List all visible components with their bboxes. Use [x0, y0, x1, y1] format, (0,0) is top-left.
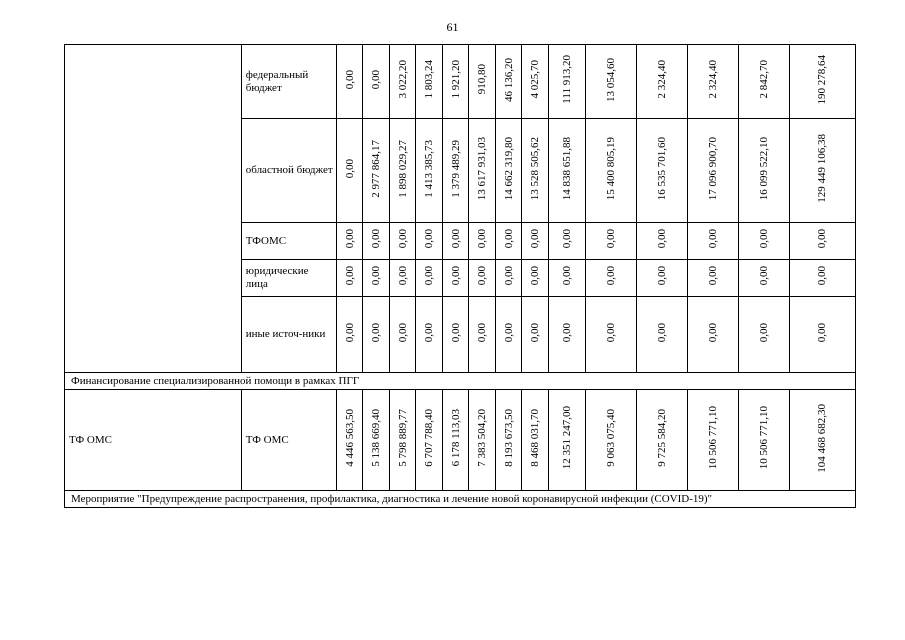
- value-cell: 3 022,20: [389, 45, 416, 119]
- value-cell: 0,00: [586, 260, 637, 297]
- value-cell: 8 468 031,70: [522, 390, 549, 491]
- value-cell: 0,00: [789, 260, 855, 297]
- value-cell: 0,00: [336, 45, 363, 119]
- value-cell: 0,00: [495, 223, 522, 260]
- value-cell: 1 379 489,29: [442, 119, 469, 223]
- value-cell: 0,00: [548, 223, 586, 260]
- value-cell: 0,00: [416, 223, 443, 260]
- funding-source-label: ТФ ОМС: [241, 390, 336, 491]
- value-cell: 0,00: [389, 260, 416, 297]
- value-cell: 5 138 669,40: [363, 390, 390, 491]
- funding-source-label: ТФОМС: [241, 223, 336, 260]
- value-cell: 2 324,40: [687, 45, 738, 119]
- funding-source-label: юридические лица: [241, 260, 336, 297]
- value-cell: 0,00: [548, 260, 586, 297]
- value-cell: 7 383 504,20: [469, 390, 496, 491]
- value-cell: 0,00: [522, 223, 549, 260]
- value-cell: 0,00: [363, 260, 390, 297]
- value-cell: 0,00: [586, 223, 637, 260]
- executor-label: ТФ ОМС: [65, 390, 242, 491]
- value-cell: 0,00: [738, 223, 789, 260]
- value-cell: 2 324,40: [637, 45, 688, 119]
- value-cell: 0,00: [495, 297, 522, 373]
- value-cell: 14 838 651,88: [548, 119, 586, 223]
- budget-row: [65, 45, 856, 119]
- budget-table: [64, 44, 856, 508]
- value-cell: 190 278,64: [789, 45, 855, 119]
- value-cell: 0,00: [637, 260, 688, 297]
- value-cell: 12 351 247,00: [548, 390, 586, 491]
- value-cell: 0,00: [637, 223, 688, 260]
- page-number: 61: [446, 20, 459, 34]
- value-cell: 0,00: [416, 260, 443, 297]
- section-pgg-title: Финансирование специализированной помощи в рамках ПГГ: [65, 373, 856, 390]
- value-cell: 2 842,70: [738, 45, 789, 119]
- value-cell: 1 898 029,27: [389, 119, 416, 223]
- value-cell: 0,00: [738, 297, 789, 373]
- value-cell: 46 136,20: [495, 45, 522, 119]
- value-cell: 0,00: [336, 223, 363, 260]
- value-cell: 0,00: [389, 297, 416, 373]
- value-cell: 13 054,60: [586, 45, 637, 119]
- value-cell: 0,00: [548, 297, 586, 373]
- section-row: [65, 491, 856, 508]
- value-cell: 14 662 319,80: [495, 119, 522, 223]
- value-cell: 0,00: [363, 297, 390, 373]
- value-cell: 17 096 900,70: [687, 119, 738, 223]
- value-cell: 10 506 771,10: [738, 390, 789, 491]
- value-cell: 4 446 563,50: [336, 390, 363, 491]
- section-covid-title: Мероприятие "Предупреждение распространения, профилактика, диагностика и лечение новой коронавирусной инфекции (COVID-19)": [65, 491, 856, 508]
- value-cell: 13 617 931,03: [469, 119, 496, 223]
- funding-source-label: областной бюджет: [241, 119, 336, 223]
- value-cell: 0,00: [469, 223, 496, 260]
- funding-source-label: иные источ-ники: [241, 297, 336, 373]
- value-cell: 0,00: [336, 260, 363, 297]
- value-cell: 0,00: [687, 260, 738, 297]
- value-cell: 5 798 889,77: [389, 390, 416, 491]
- value-cell: 6 178 113,03: [442, 390, 469, 491]
- value-cell: 16 535 701,60: [637, 119, 688, 223]
- value-cell: 0,00: [687, 297, 738, 373]
- value-cell: 10 506 771,10: [687, 390, 738, 491]
- section-row: [65, 373, 856, 390]
- value-cell: 0,00: [789, 297, 855, 373]
- value-cell: 15 400 805,19: [586, 119, 637, 223]
- value-cell: 0,00: [363, 45, 390, 119]
- value-cell: 0,00: [442, 297, 469, 373]
- value-cell: 0,00: [363, 223, 390, 260]
- value-cell: 0,00: [586, 297, 637, 373]
- value-cell: 104 468 682,30: [789, 390, 855, 491]
- value-cell: 0,00: [389, 223, 416, 260]
- tfoms-row: [65, 390, 856, 491]
- value-cell: 910,80: [469, 45, 496, 119]
- value-cell: 111 913,20: [548, 45, 586, 119]
- value-cell: 0,00: [789, 223, 855, 260]
- value-cell: 0,00: [687, 223, 738, 260]
- value-cell: 1 803,24: [416, 45, 443, 119]
- value-cell: 13 528 505,62: [522, 119, 549, 223]
- value-cell: 16 099 522,10: [738, 119, 789, 223]
- value-cell: 0,00: [738, 260, 789, 297]
- value-cell: 8 193 673,50: [495, 390, 522, 491]
- value-cell: 2 977 864,17: [363, 119, 390, 223]
- value-cell: 6 707 788,40: [416, 390, 443, 491]
- value-cell: 1 413 385,73: [416, 119, 443, 223]
- value-cell: 0,00: [336, 119, 363, 223]
- value-cell: 4 025,70: [522, 45, 549, 119]
- value-cell: 9 063 075,40: [586, 390, 637, 491]
- value-cell: 0,00: [416, 297, 443, 373]
- value-cell: 0,00: [522, 297, 549, 373]
- value-cell: 0,00: [522, 260, 549, 297]
- value-cell: 0,00: [637, 297, 688, 373]
- value-cell: 129 449 106,38: [789, 119, 855, 223]
- value-cell: 0,00: [442, 223, 469, 260]
- funding-source-label: федеральный бюджет: [241, 45, 336, 119]
- value-cell: 0,00: [495, 260, 522, 297]
- value-cell: 0,00: [469, 260, 496, 297]
- value-cell: 9 725 584,20: [637, 390, 688, 491]
- value-cell: 1 921,20: [442, 45, 469, 119]
- value-cell: 0,00: [442, 260, 469, 297]
- executor-cell: [65, 45, 242, 373]
- value-cell: 0,00: [469, 297, 496, 373]
- value-cell: 0,00: [336, 297, 363, 373]
